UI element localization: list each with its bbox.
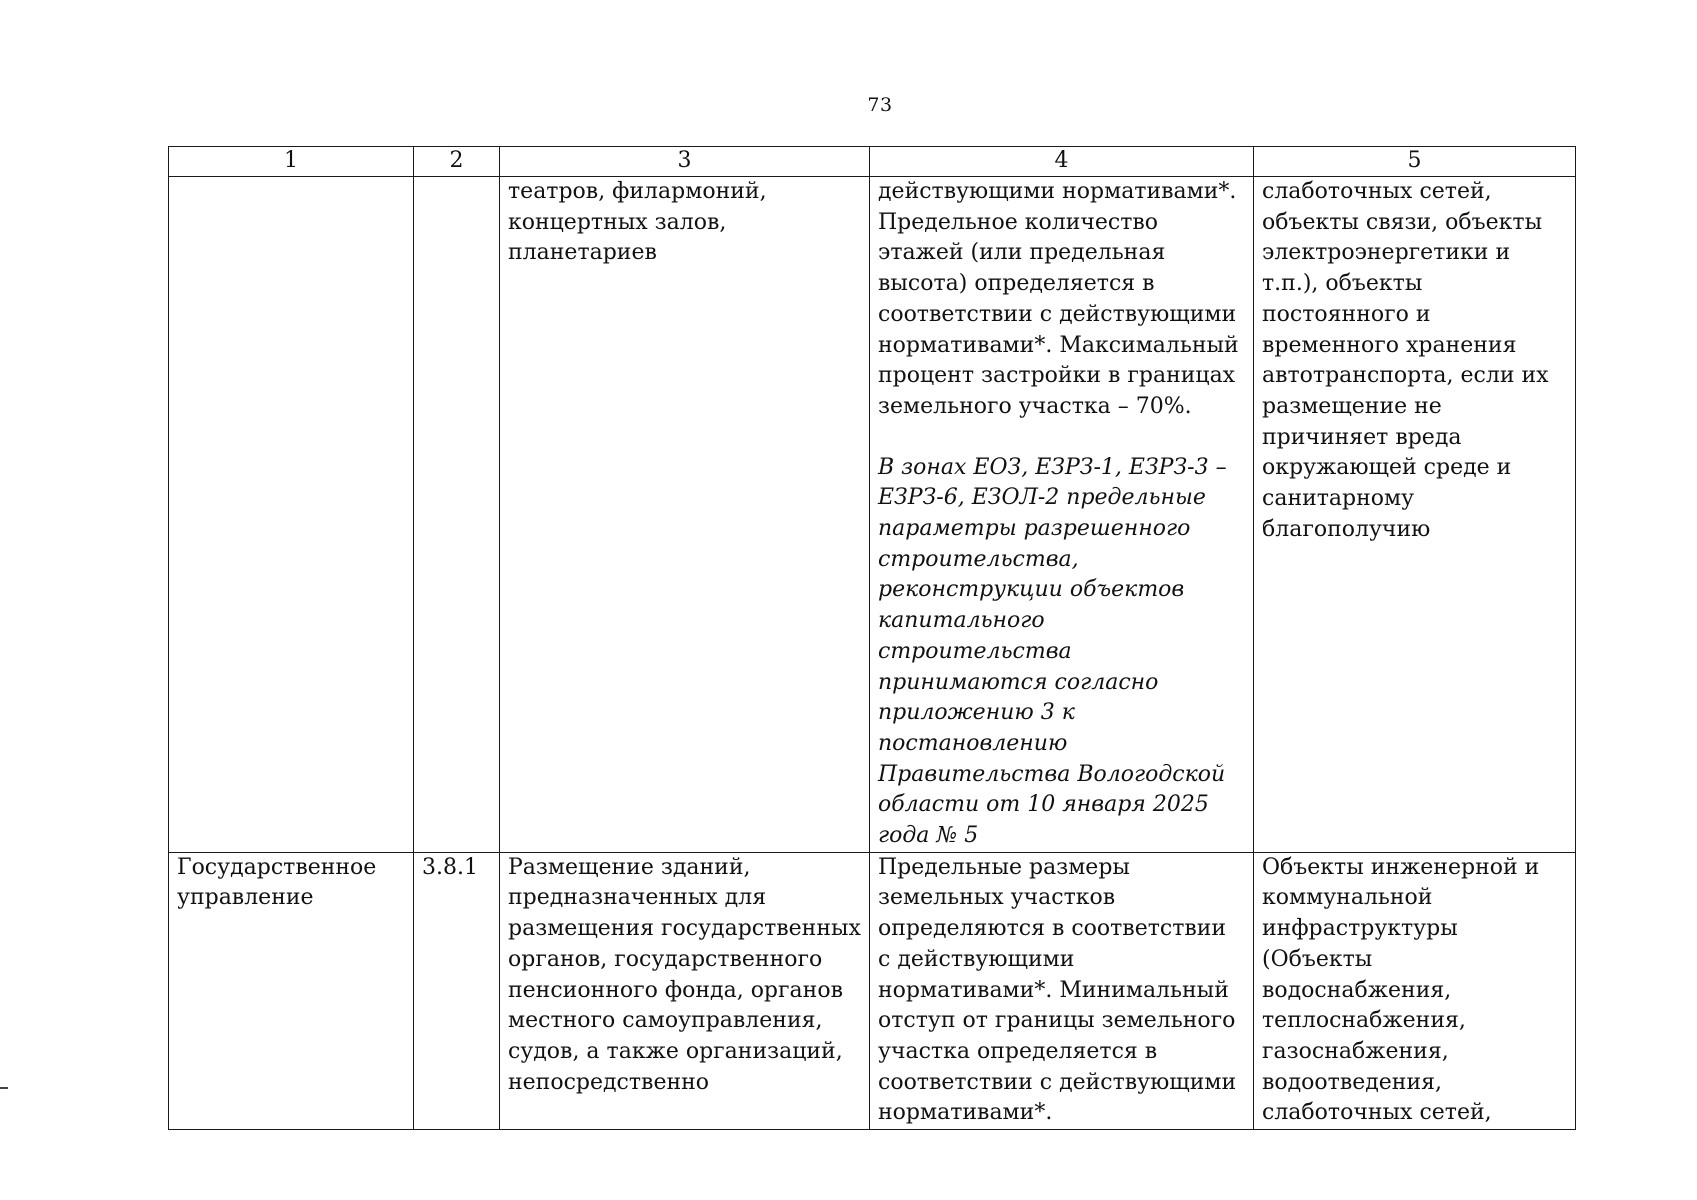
header-col-4: 4	[870, 147, 1254, 177]
row2-use-name: Государственное управление	[169, 852, 414, 1129]
row2-description: Размещение зданий, предназначенных для размещения государственных органов, государственного пенсионного фонда, органов местного самоуправления, судов, а также организаций, непосредственно	[500, 852, 870, 1129]
header-col-5: 5	[1254, 147, 1576, 177]
row2-code: 3.8.1	[414, 852, 500, 1129]
page-number: 73	[867, 94, 893, 116]
table-row	[169, 177, 1576, 853]
row2-auxiliary-uses: Объекты инженерной и коммунальной инфраструктуры (Объекты водоснабжения, теплоснабжения, газоснабжения, водоотведения, слаботочных сетей,	[1254, 852, 1576, 1129]
row1-parameters-text: действующими нормативами*. Предельное количество этажей (или предельная высота) определяется в соответствии с действующими нормативами*. Максимальный процент застройки в границах земельного участка – 70%.	[878, 179, 1239, 419]
row1-description: театров, филармоний, концертных залов, планетариев	[500, 177, 870, 853]
row2-parameters: Предельные размеры земельных участков определяются в соответствии с действующими нормативами*. Минимальный отступ от границы земельного участка определяется в соответствии с действующими нормативами*.	[870, 852, 1254, 1129]
row1-parameters-zones-note: В зонах ЕОЗ, ЕЗРЗ-1, ЕЗРЗ-3 – ЕЗРЗ-6, ЕЗОЛ-2 предельные параметры разрешенного строительства, реконструкции объектов капитального строительства принимаются согласно приложению 3 к постановлению Правительства Вологодской области от 10 января 2025 года № 5	[878, 454, 1227, 849]
margin-mark	[0, 1087, 8, 1089]
header-row	[169, 147, 1576, 177]
table-header	[169, 147, 1576, 177]
row1-use-name	[169, 177, 414, 853]
table-row	[169, 852, 1576, 1129]
header-col-2: 2	[414, 147, 500, 177]
header-col-1: 1	[169, 147, 414, 177]
row1-parameters	[870, 177, 1254, 853]
paragraph-gap	[878, 423, 1245, 453]
row1-code	[414, 177, 500, 853]
row1-auxiliary-uses: слаботочных сетей, объекты связи, объекты электроэнергетики и т.п.), объекты постоянного и временного хранения автотранспорта, если их размещение не причиняет вреда окружающей среде и санитарному благополучию	[1254, 177, 1576, 853]
zoning-table	[168, 146, 1576, 1130]
header-col-3: 3	[500, 147, 870, 177]
